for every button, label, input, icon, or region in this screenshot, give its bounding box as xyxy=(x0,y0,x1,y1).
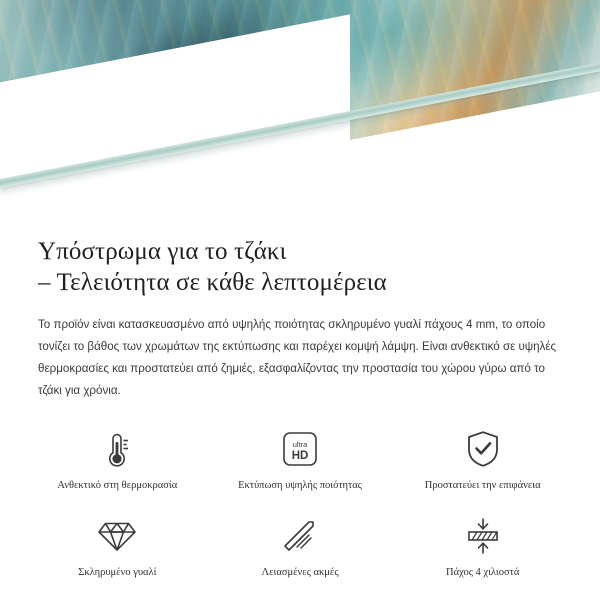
feature-temperature-resistant xyxy=(26,428,209,493)
headline-line-1: Υπόστρωμα για το τζάκι xyxy=(38,238,287,265)
sparkle-icon xyxy=(488,140,534,186)
feature-label: Προστατεύει την επιφάνεια xyxy=(424,480,541,491)
feature-label: Σκληρυμένο γυαλί xyxy=(78,567,157,578)
feature-grid xyxy=(0,428,600,580)
feature-label: Λειασμένες ακμές xyxy=(261,567,339,578)
page-title xyxy=(38,236,562,298)
thermometer-icon xyxy=(100,428,134,470)
feature-ultra-hd-print xyxy=(209,428,392,493)
feature-thickness xyxy=(391,515,574,580)
shield-check-icon xyxy=(465,428,501,470)
feature-polished-edges xyxy=(209,515,392,580)
sparkle-small-icon xyxy=(534,142,560,168)
feature-label: Πάχος 4 χιλιοστά xyxy=(446,567,520,578)
feature-surface-protection xyxy=(391,428,574,493)
body-paragraph: Το προϊόν είναι κατασκευασμένο από υψηλής ποιότητας σκληρυμένο γυαλί πάχους 4 mm, το οποίο τονίζει το βάθος των χρωμάτων της εκτύπωσης και παρέχει κομψή λάμψη. Είναι ανθεκτικό σε υψηλές θερμοκρασίες και προστατεύει από ζημιές, εξασφαλίζοντας την προστασία του χώρου γύρω από το τζάκι για χρόνια. xyxy=(38,318,557,397)
diamond-icon xyxy=(97,515,137,557)
feature-label: Εκτύπωση υψηλής ποιότητας xyxy=(238,480,362,491)
feature-label: Ανθεκτικό στη θερμοκρασία xyxy=(57,480,178,491)
thickness-icon xyxy=(464,515,502,557)
ultra-hd-icon xyxy=(282,428,318,470)
feature-row-2 xyxy=(26,515,574,580)
polished-edges-icon xyxy=(281,515,319,557)
text-content xyxy=(0,218,600,402)
headline-line-2: – Τελειότητα σε κάθε λεπτομέρεια xyxy=(38,269,387,296)
feature-row-1 xyxy=(26,428,574,493)
svg-text:ultra: ultra xyxy=(292,440,308,449)
hero-image xyxy=(0,0,600,218)
svg-text:HD: HD xyxy=(291,450,309,462)
feature-tempered-glass xyxy=(26,515,209,580)
